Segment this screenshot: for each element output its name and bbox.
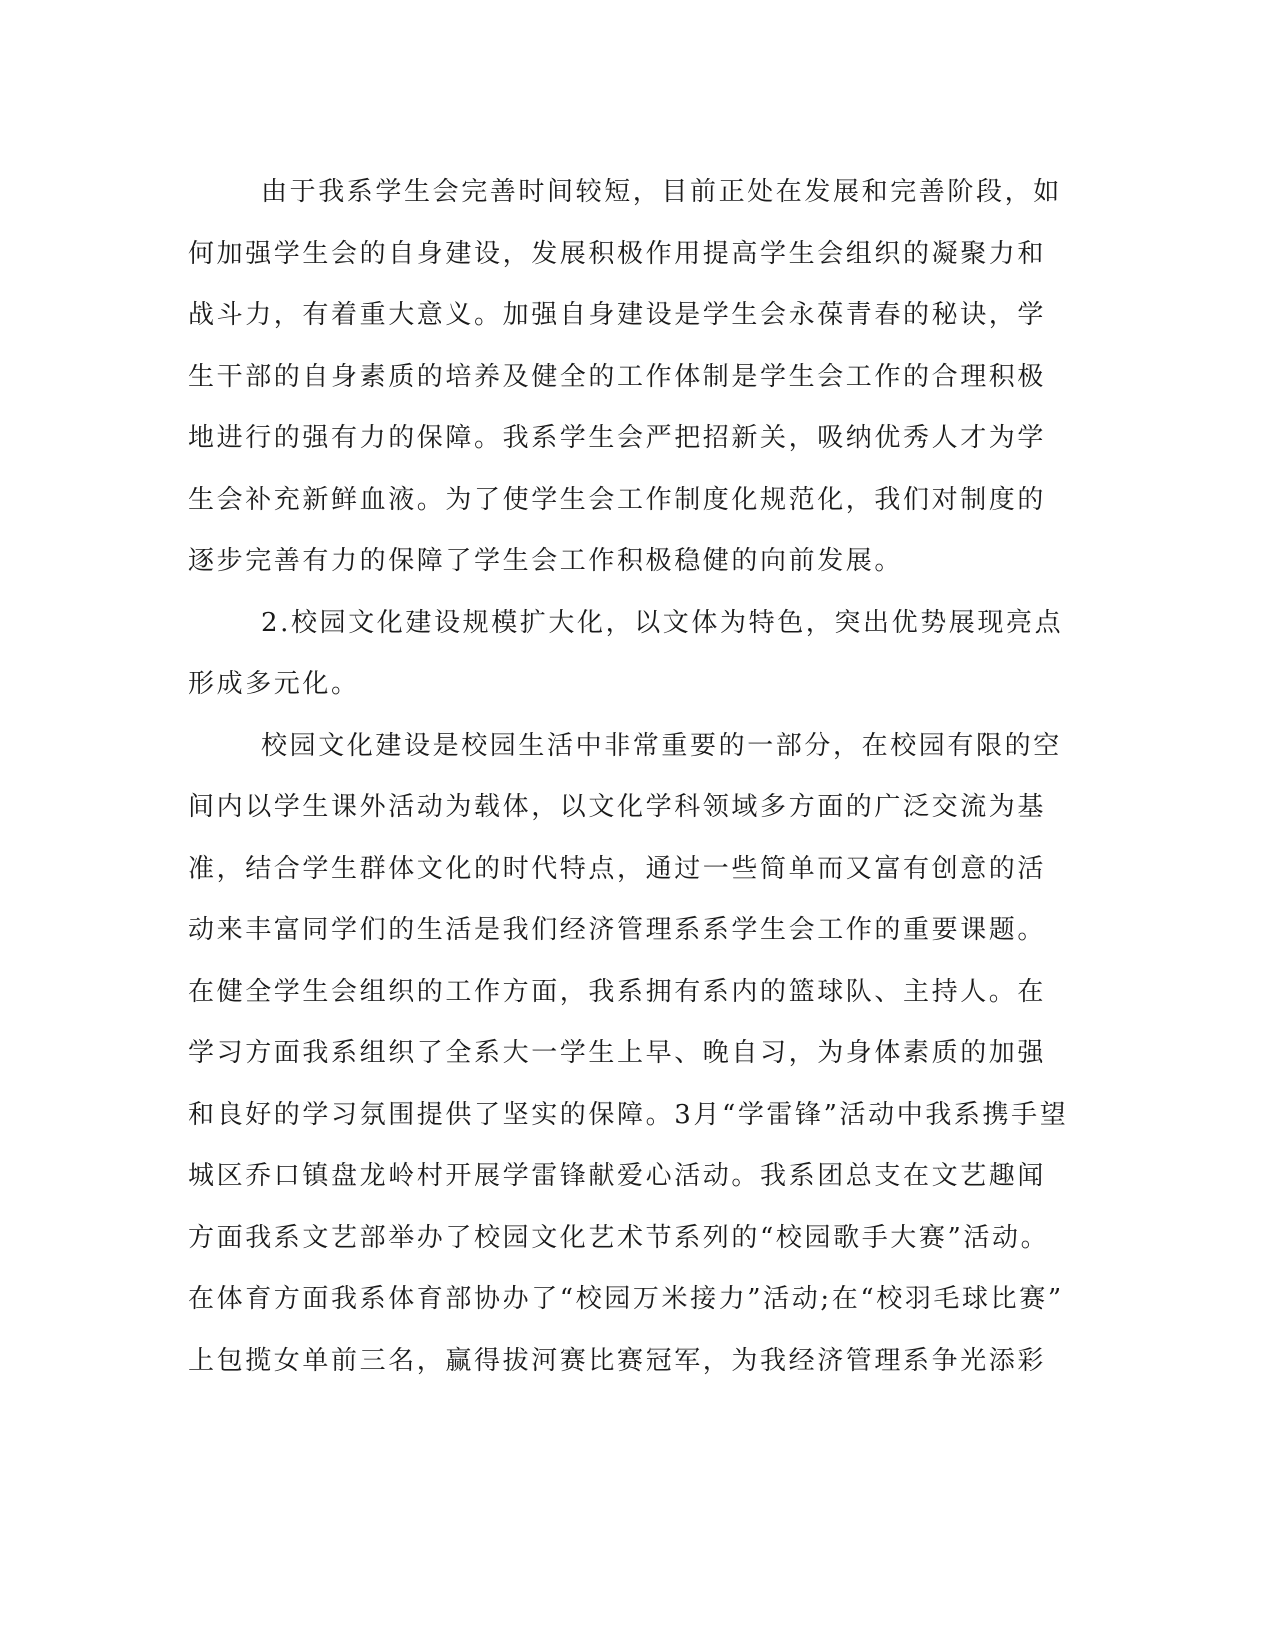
text-line: 城区乔口镇盘龙岭村开展学雷锋献爱心活动。我系团总支在文艺趣闻 [188,1161,1047,1191]
text-line: 准，结合学生群体文化的时代特点，通过一些简单而又富有创意的活 [188,853,1047,884]
text-line: 方面我系文艺部举办了校园文化艺术节系列的“校园歌手大赛”活动。 [188,1222,1050,1253]
text-line: 动来丰富同学们的生活是我们经济管理系系学生会工作的重要课题。 [188,915,1047,945]
text-line: 何加强学生会的自身建设，发展积极作用提高学生会组织的凝聚力和 [188,238,1047,269]
text-line: 和良好的学习氛围提供了坚实的保障。3月“学雷锋”活动中我系携手望 [188,1099,1069,1130]
text-line: 生干部的自身素质的培养及健全的工作体制是学生会工作的合理积极 [188,361,1047,392]
text-line: 在体育方面我系体育部协办了“校园万米接力”活动;在“校羽毛球比赛” [188,1284,1064,1314]
text-line: 战斗力，有着重大意义。加强自身建设是学生会永葆青春的秘诀，学 [188,300,1047,330]
text-line: 由于我系学生会完善时间较短，目前正处在发展和完善阶段，如 [261,177,1062,207]
text-line: 校园文化建设是校园生活中非常重要的一部分，在校园有限的空 [261,730,1062,761]
section-heading: 形成多元化。 [188,669,360,699]
section-heading: 2.校园文化建设规模扩大化，以文体为特色，突出优势展现亮点 [261,607,1064,638]
text-line: 在健全学生会组织的工作方面，我系拥有系内的篮球队、主持人。在 [188,976,1047,1007]
text-line: 学习方面我系组织了全系大一学生上早、晚自习，为身体素质的加强 [188,1038,1047,1068]
text-line: 间内以学生课外活动为载体，以文化学科领域多方面的广泛交流为基 [188,792,1047,822]
text-line: 生会补充新鲜血液。为了使学生会工作制度化规范化，我们对制度的 [188,484,1047,515]
text-line: 上包揽女单前三名，赢得拔河赛比赛冠军，为我经济管理系争光添彩 [188,1345,1047,1376]
text-line: 地进行的强有力的保障。我系学生会严把招新关，吸纳优秀人才为学 [188,423,1047,453]
text-line: 逐步完善有力的保障了学生会工作积极稳健的向前发展。 [188,546,904,576]
body-text [188,162,1068,1392]
